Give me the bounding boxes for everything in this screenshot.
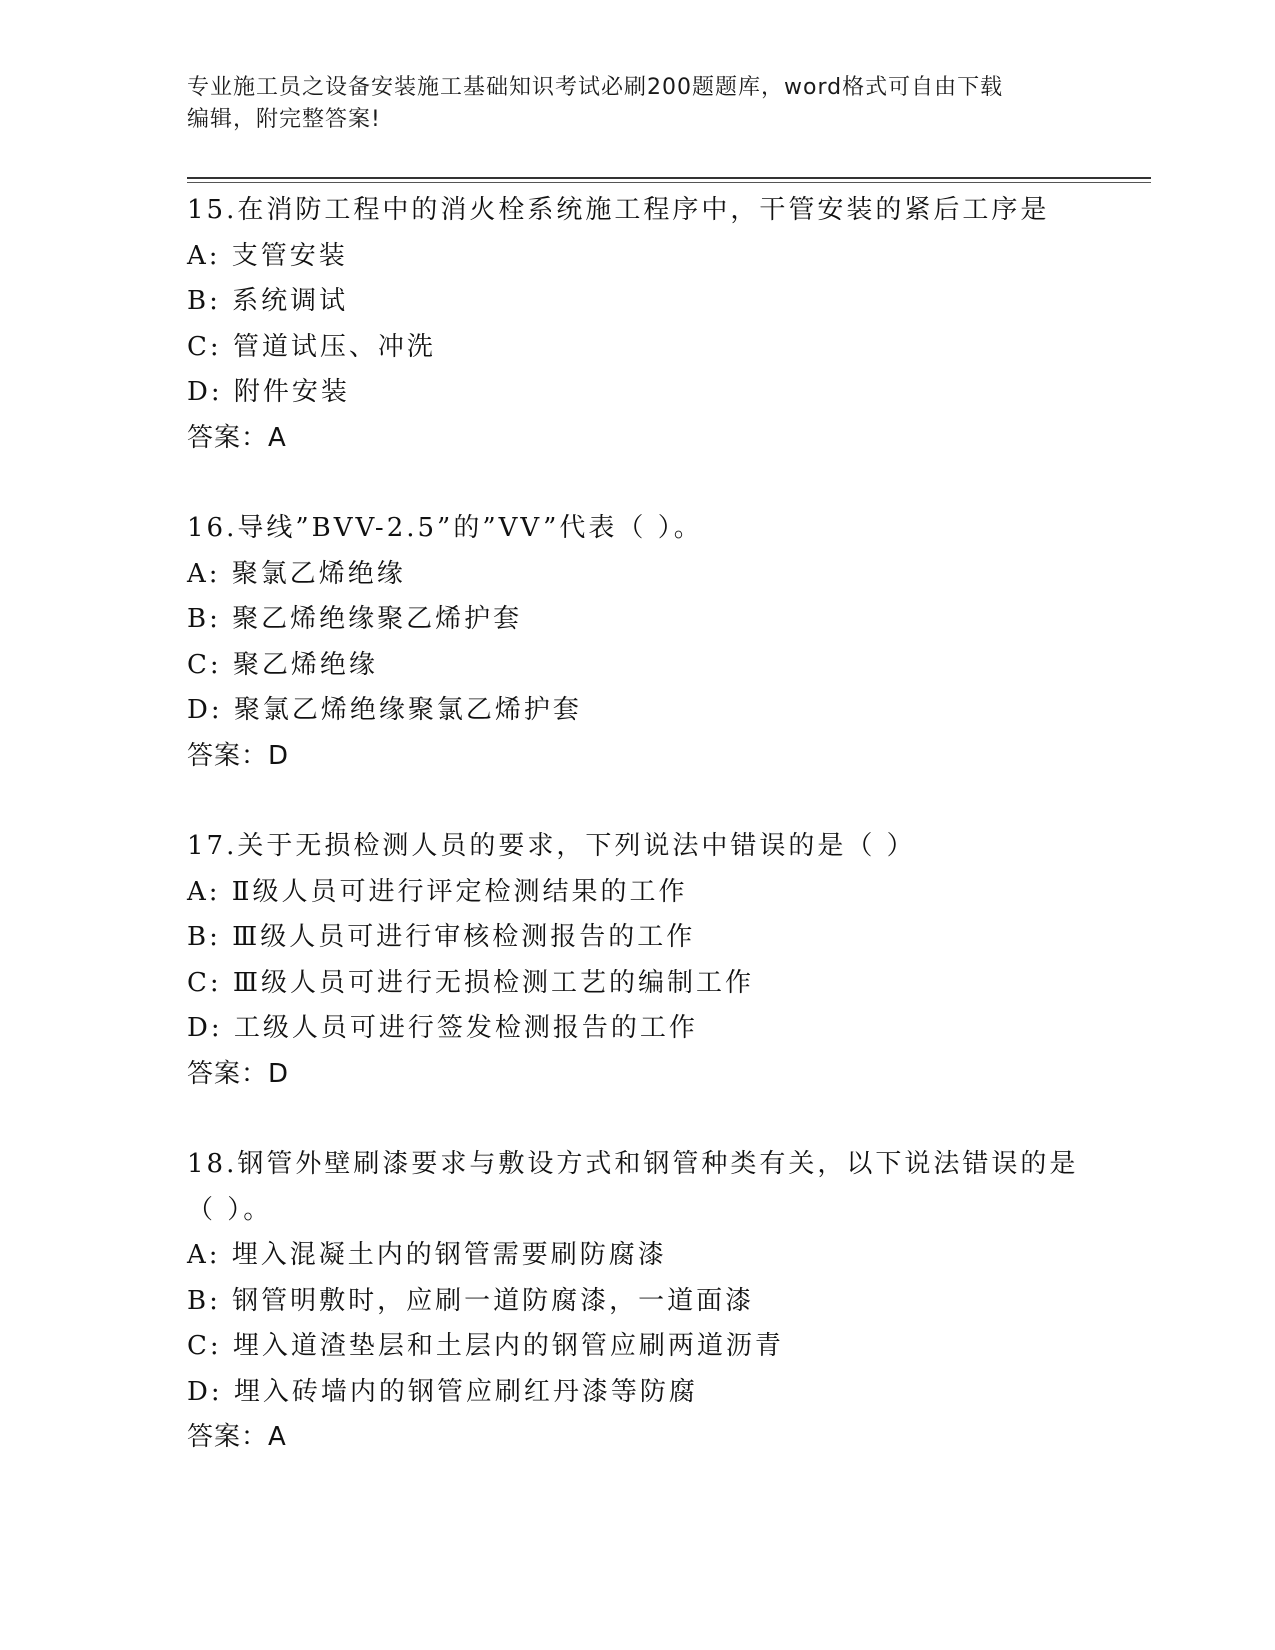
header-divider-thick [187,177,1151,179]
header-divider-thin [187,182,1151,183]
option-a: A: 埋入混凝土内的钢管需要刷防腐漆 [187,1240,667,1270]
option-a: A: Ⅱ级人员可进行评定检测结果的工作 [187,876,688,907]
option-b: B: 系统调试 [187,286,349,316]
option-d: D: 聚氯乙烯绝缘聚氯乙烯护套 [187,695,582,725]
question-16 [187,506,1087,779]
question-stem: 18.钢管外壁刷漆要求与敷设方式和钢管种类有关，以下说法错误的是 [187,1149,1079,1179]
question-stem: 16.导线”BVV-2.5”的”VV”代表（ ）。 [187,513,703,543]
page-header [187,72,1067,136]
question-17 [187,824,1087,1097]
question-18 [187,1142,1087,1461]
question-stem: 17.关于无损检测人员的要求，下列说法中错误的是（ ） [187,831,916,861]
option-d: D: 附件安装 [187,377,350,407]
option-d: D: 工级人员可进行签发检测报告的工作 [187,1013,698,1043]
question-15 [187,188,1087,461]
option-c: C: 埋入道渣垫层和土层内的钢管应刷两道沥青 [187,1331,784,1361]
question-stem-continued: （ ）。 [187,1194,273,1225]
answer: 答案：A [187,1422,287,1452]
answer: 答案：A [187,422,287,453]
option-a: A: 支管安装 [187,240,348,271]
answer: 答案：D [187,1058,290,1089]
option-c: C: Ⅲ级人员可进行无损检测工艺的编制工作 [187,967,754,998]
header-line-2: 编辑，附完整答案! [187,107,381,132]
option-b: B: 聚乙烯绝缘聚乙烯护套 [187,604,523,634]
option-b: B: Ⅲ级人员可进行审核检测报告的工作 [187,922,696,952]
option-b: B: 钢管明敷时，应刷一道防腐漆，一道面漆 [187,1285,755,1316]
question-stem: 15.在消防工程中的消火栓系统施工程序中，干管安装的紧后工序是 [187,195,1050,225]
option-d: D: 埋入砖墙内的钢管应刷红丹漆等防腐 [187,1376,698,1407]
option-c: C: 聚乙烯绝缘 [187,649,378,680]
option-c: C: 管道试压、冲洗 [187,331,436,362]
header-line-1: 专业施工员之设备安装施工基础知识考试必刷200题题库，word格式可自由下载 [187,75,1004,100]
answer: 答案：D [187,740,290,771]
question-list [187,188,1087,1506]
option-a: A: 聚氯乙烯绝缘 [187,558,406,589]
